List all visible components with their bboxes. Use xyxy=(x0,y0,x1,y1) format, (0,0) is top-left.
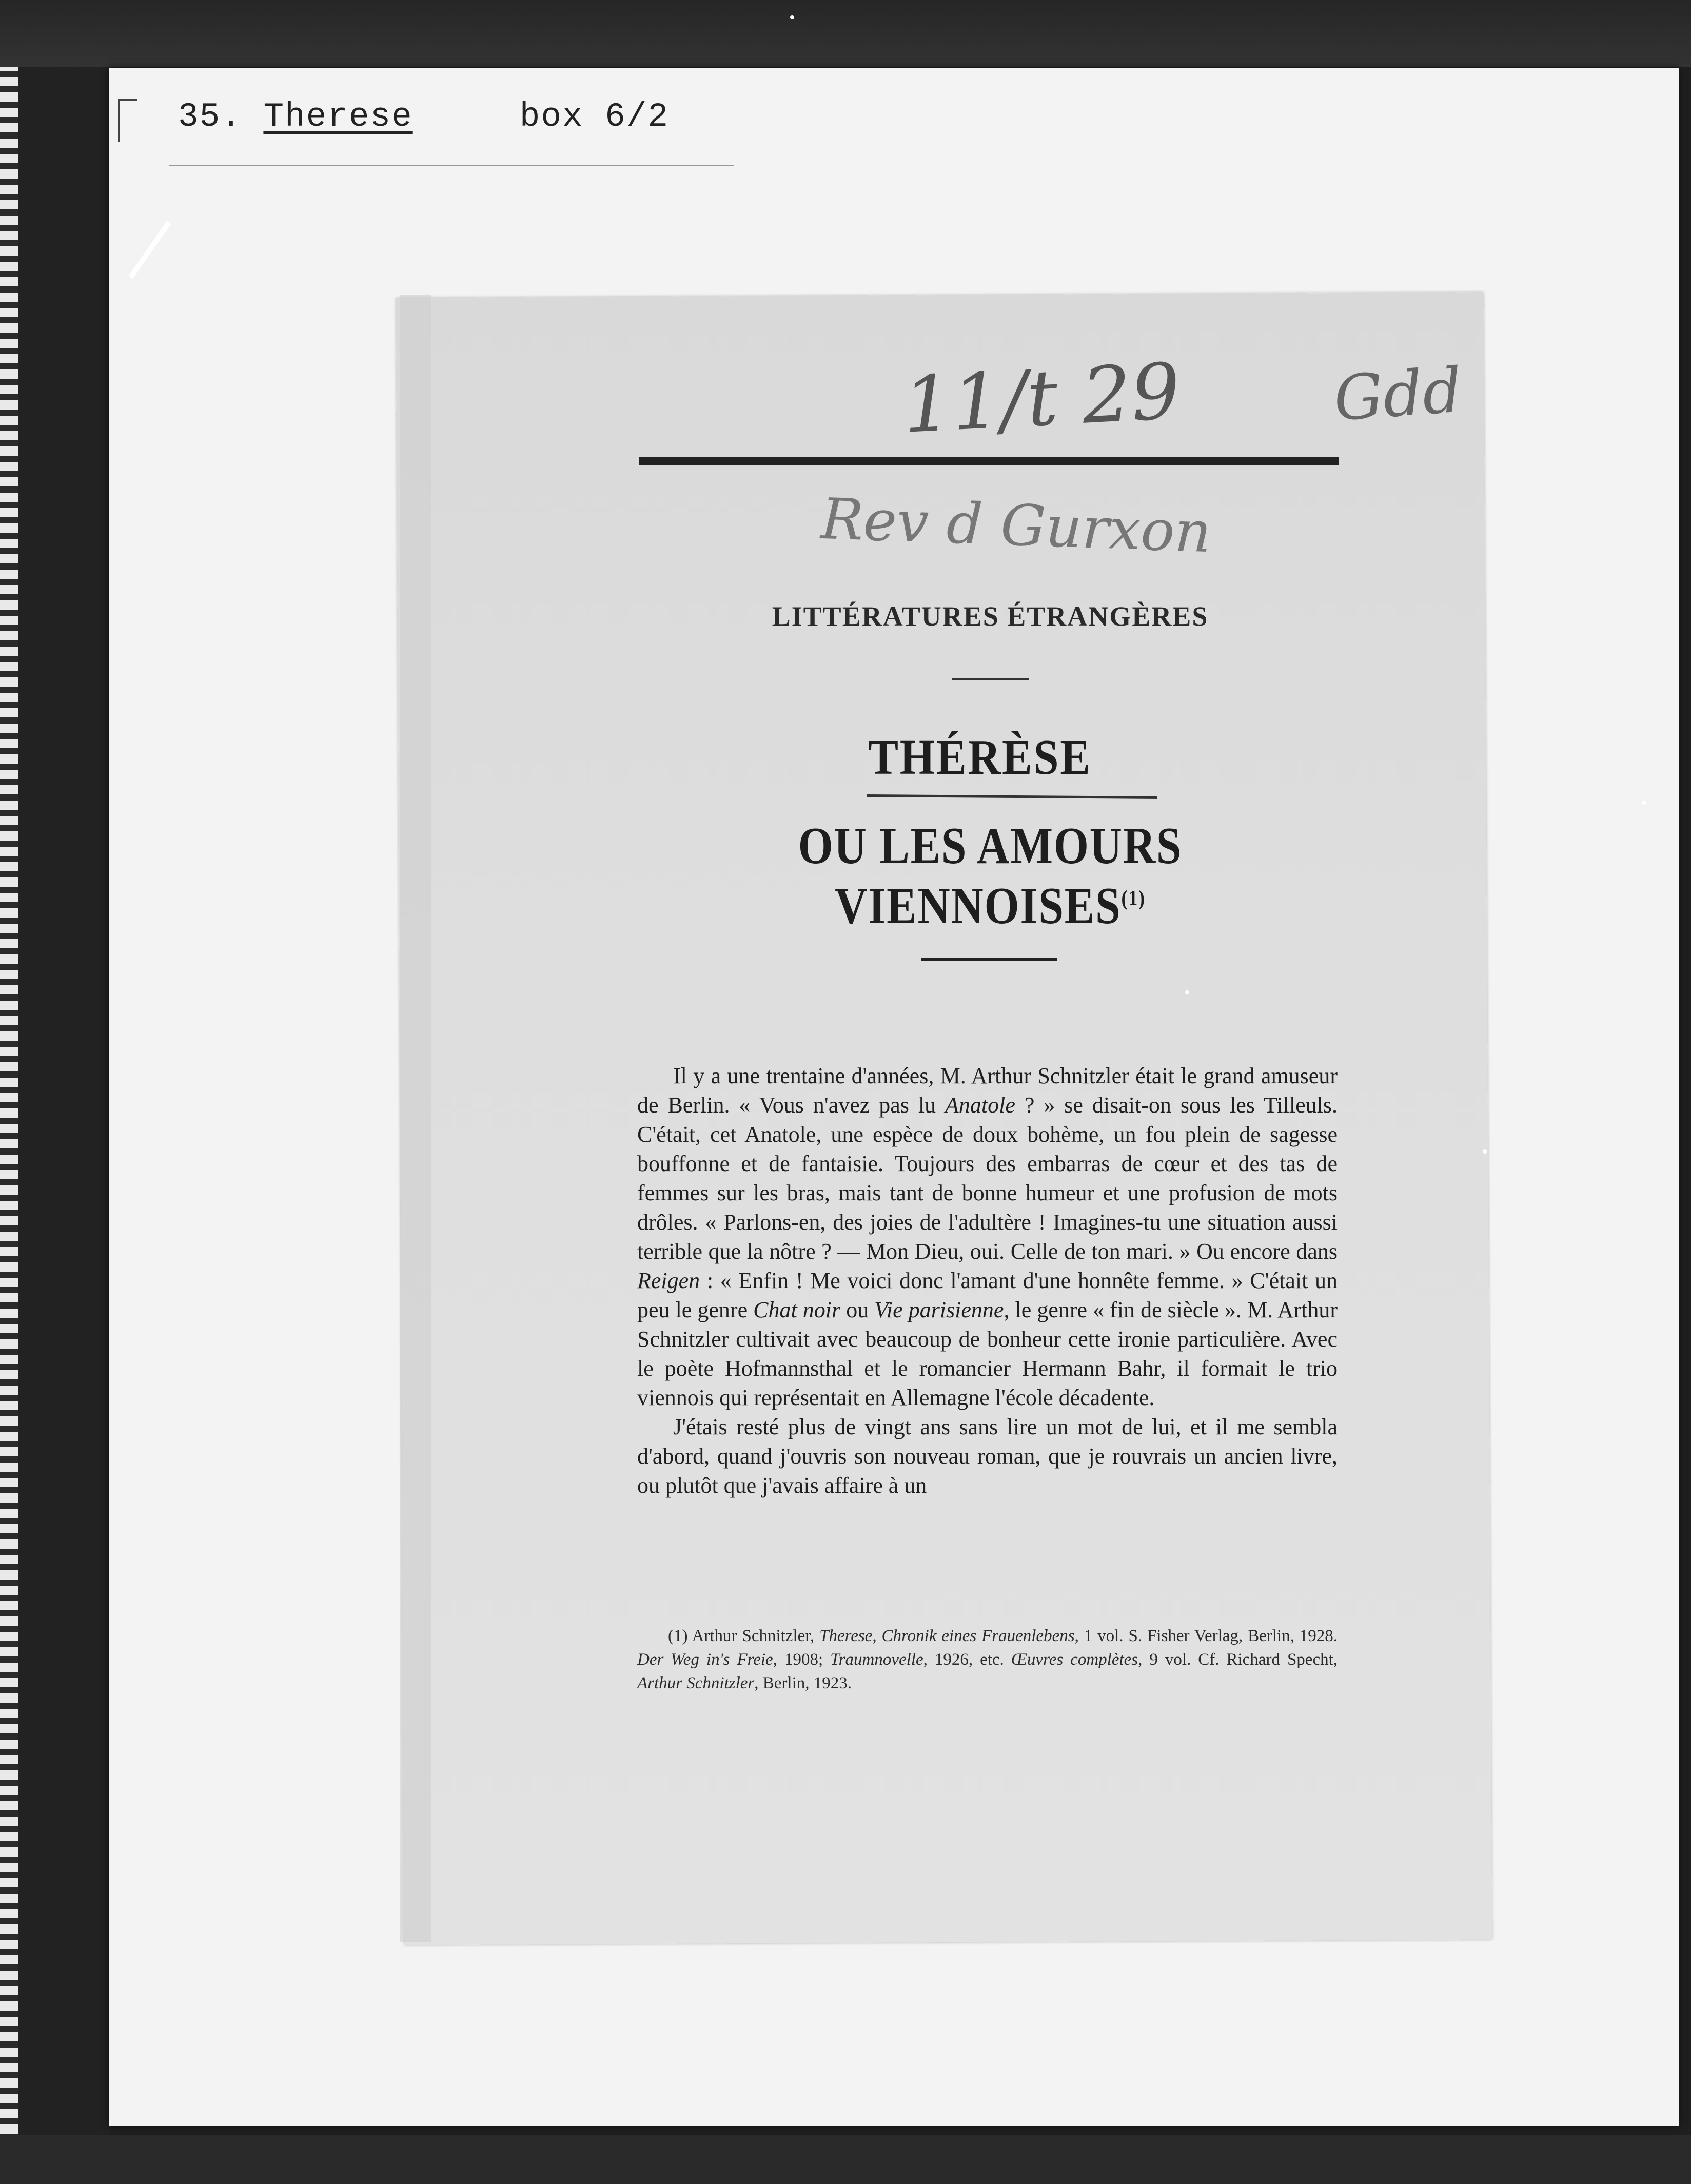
text-run: : « Enfin ! Me voici donc l'amant d'une honnête femme. » C'était un peu le genre xyxy=(637,1268,1338,1322)
top-thick-rule xyxy=(639,457,1339,465)
text-run: , 1926, etc. xyxy=(923,1650,1011,1669)
text-run: , Berlin, 1923. xyxy=(754,1674,852,1692)
italic-run: Anatole xyxy=(945,1093,1015,1118)
section-divider xyxy=(952,678,1029,680)
paragraph-2: J'étais resté plus de vingt ans sans lire un mot de lui, et il me sembla d'abord, quand j'ouvris son nouveau roman, que je rouvrais un ancien livre, ou plutôt que j'avais affaire à un xyxy=(637,1414,1338,1498)
footnote-marker: (1) xyxy=(1121,887,1146,910)
text-run: (1) Arthur Schnitzler, xyxy=(668,1627,820,1645)
italic-run: Arthur Schnitzler xyxy=(637,1674,755,1692)
handwritten-date: 11/t 29 xyxy=(900,346,1183,451)
clipping-shadow-edge xyxy=(400,295,431,1942)
article-subtitle: OU LES AMOURS VIENNOISES xyxy=(798,817,1183,935)
dust-speck xyxy=(1483,1149,1487,1154)
scanner-bottom-edge xyxy=(0,2135,1691,2184)
handwritten-source: Rev d Gurxon xyxy=(819,485,1212,566)
scan-scratch xyxy=(129,221,171,279)
handwritten-initials: Gdd xyxy=(1331,355,1465,435)
italic-run: Chat noir xyxy=(753,1297,841,1322)
text-run: Il y a une trentaine d'années, M. Arthur Schnitzler était le grand amuseur de Berlin. « Vous n'avez pas lu xyxy=(637,1063,1338,1118)
scanner-top-edge xyxy=(0,0,1691,67)
italic-run: Der Weg in's Freie xyxy=(637,1650,773,1669)
dust-speck xyxy=(1185,990,1189,995)
article-title-line-1: THÉRÈSE xyxy=(868,730,1092,785)
text-run: ou xyxy=(840,1297,875,1322)
italic-run: Reigen xyxy=(637,1268,700,1293)
text-run: ? » se disait-on sous les Tilleuls. C'était, cet Anatole, une espèce de doux bohème, un fou plein de sagesse bouffonne et de fantaisie. Toujours des embarras de cœur et des tas de femmes sur les bras, mais tant de bonne humeur et une profusion de mots drôles. « Parlons-en, des joies de l'adultère ! Imagines-tu une situation aussi terrible que la nôtre ? — Mon Dieu, oui. Celle de ton mari. » Ou encore dans xyxy=(637,1093,1338,1264)
italic-run: Vie parisienne xyxy=(874,1297,1004,1322)
title-divider xyxy=(921,958,1057,961)
text-run: , 1 vol. S. Fisher Verlag, Berlin, 1928. xyxy=(1074,1627,1338,1645)
dust-speck xyxy=(790,15,794,20)
section-heading: LITTÉRATURES ÉTRANGÈRES xyxy=(772,601,1209,632)
corner-mark xyxy=(118,99,137,142)
article-body xyxy=(637,1061,1338,1500)
archive-number: 35. xyxy=(178,98,242,136)
header-rule xyxy=(169,165,734,166)
article-title-line-2 xyxy=(681,816,1299,936)
archive-box: box 6/2 xyxy=(519,98,669,136)
scanner-background xyxy=(18,0,111,2184)
italic-run: Traumnovelle xyxy=(830,1650,923,1669)
dust-speck xyxy=(1642,801,1646,805)
archive-title: Therese xyxy=(263,98,413,136)
italic-run: Therese, Chronik eines Frauenlebens xyxy=(819,1627,1075,1645)
text-run: , 9 vol. Cf. Richard Specht, xyxy=(1138,1650,1338,1669)
text-run: , 1908; xyxy=(773,1650,831,1669)
archive-label xyxy=(178,98,669,136)
italic-run: Œuvres complètes xyxy=(1011,1650,1138,1669)
adjacent-page-strip xyxy=(0,0,18,2184)
paragraph-1 xyxy=(637,1061,1338,1412)
text-run: , le genre « fin de siècle ». M. Arthur Schnitzler cultivait avec beaucoup de bonheur cette ironie particulière. Avec le poète Hofmannsthal et le romancier Hermann Bahr, il formait le trio viennois qui représentait en Allemagne l'école décadente. xyxy=(637,1297,1338,1410)
footnote xyxy=(637,1624,1338,1695)
